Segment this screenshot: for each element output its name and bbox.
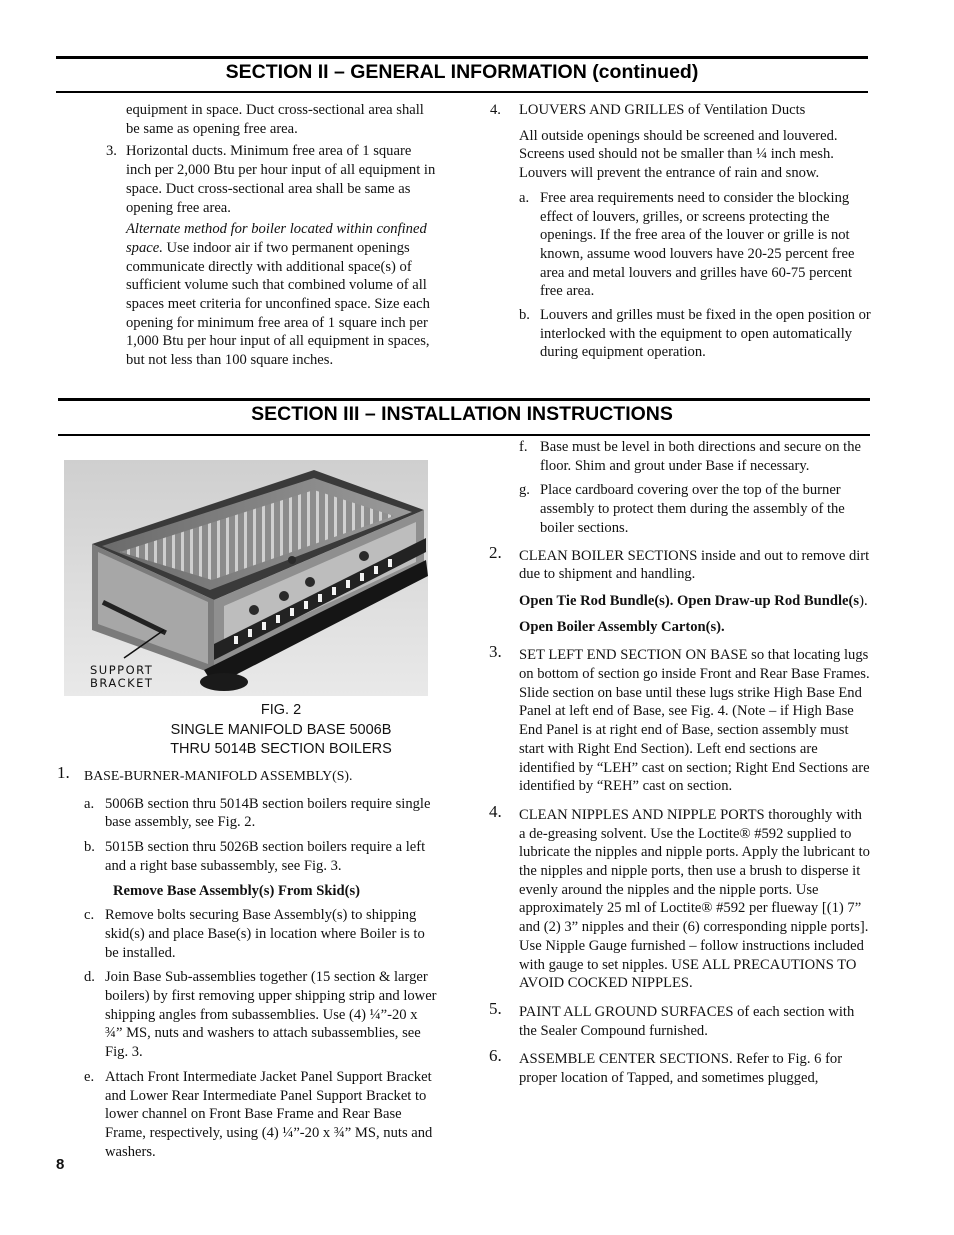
item-assemble-center-sections: [489, 1046, 871, 1087]
louvers-grilles-text: All outside openings should be screened and louvered. Screens used should not be smaller than ¼ inch mesh. Louvers will prevent the entrance of rain and snow.: [519, 127, 838, 182]
fig2-caption: [64, 701, 498, 760]
remove-base-heading: Remove Base Assembly(s) From Skid(s): [113, 882, 361, 899]
subitem-letter: c.: [84, 907, 95, 924]
subitem-a-text: Free area requirements need to consider the blocking effect of louvers, grilles, or screens protecting the openings. If the free area of the louver or grille is not known, assume wood louvers have 20-25 percent free area and metal louvers and grilles have 60-75 percent free area.: [540, 189, 855, 300]
item-paint-ground-surfaces: [489, 998, 871, 1040]
fig2-caption-line1: FIG. 2: [260, 702, 302, 718]
alternate-method-text: Use indoor air if two permanent openings communicate directly with additional space(s) of sufficient volume such that combined volume of all spaces meet criteria for unconfined space. Size each opening for minimum free area of 1 square inch per 1,000 Btu per hour input of all equipment in spaces, but not less than 100 square inches.: [126, 239, 430, 369]
subitem-b-text: Louvers and grilles must be fixed in the open position or interlocked with the equipment to open automatically during equipment operation.: [540, 307, 871, 361]
subitem-g-text: Place cardboard covering over the top of the burner assembly to protect them during the assembly of the boiler sections.: [540, 482, 845, 536]
subitem-e-text: Attach Front Intermediate Jacket Panel Support Bracket and Lower Rear Intermediate Panel Support Bracket to lower channel on Front Base Frame and Rear Base Frame, respectively, using (4) ¼”-20 x ¾” MS, nuts and washers.: [105, 1068, 433, 1160]
section2-left-column: [106, 101, 438, 370]
subitem-letter: d.: [84, 969, 95, 986]
subitem-a: [84, 795, 438, 832]
section2-bottom-rule: [56, 91, 868, 93]
subitem-letter: e.: [84, 1068, 95, 1085]
open-tie-rod-end: ).: [859, 592, 868, 609]
section3-bottom-rule: [58, 434, 870, 436]
open-tie-rod-bold: Open Tie Rod Bundle(s). Open Draw-up Rod Bundle(s: [519, 592, 860, 609]
subitem-letter: b.: [519, 307, 530, 324]
clean-nipples-text: CLEAN NIPPLES AND NIPPLE PORTS thoroughly with a de-greasing solvent. Use the Loctite® #592 supplied to lubricate the nipples and nipple ports. Apply the lubricant to the nipples and nipple ports, then use a brush to disperse it evenly around the nipples and the nipple ports. Use approximately 25 ml of Loctite® #592 per flueway [(1) 7” and (2) 3” nipples and their (6) corresponding nipple ports]. Use Nipple Gauge furnished – follow instructions included with gauge to set nipples. USE ALL PRECAUTIONS TO AVOID COCKED NIPPLES.: [519, 806, 870, 992]
section3-left-column: [57, 763, 438, 1161]
subitem-b: [519, 306, 871, 362]
item-number: 1.: [57, 763, 70, 782]
subitem-e: [84, 1068, 438, 1162]
subitem-letter: a.: [84, 795, 95, 812]
item-louvers-grilles: [490, 101, 871, 120]
alternate-method-paragraph: [126, 220, 438, 370]
subitem-letter: b.: [84, 839, 95, 856]
item-number: 2.: [489, 542, 502, 562]
open-tie-rod-paragraph: [519, 592, 871, 611]
section3-top-rule: [58, 398, 870, 401]
section2-title: SECTION II – GENERAL INFORMATION (continued): [225, 61, 699, 83]
clean-boiler-sections-text: CLEAN BOILER SECTIONS inside and out to remove dirt due to shipment and handling.: [519, 547, 870, 583]
item-clean-boiler-sections: [489, 542, 871, 584]
fig2-caption-line3: THRU 5014B SECTION BOILERS: [170, 741, 392, 757]
subitem-letter: a.: [519, 189, 530, 206]
item-set-left-end-section: [489, 642, 871, 796]
subitem-d: [84, 968, 438, 1062]
section2-right-column: [490, 101, 871, 362]
subitem-f: [519, 438, 871, 475]
subitem-b: [84, 838, 438, 875]
subitem-b-text: 5015B section thru 5026B section boilers require a left and a right base subassembly, see Fig. 3.: [105, 839, 426, 874]
fig2-base-assembly-photo: [64, 460, 428, 696]
subitem-c: [84, 906, 438, 962]
support-label: SUPPORT: [90, 663, 154, 677]
item-number: 5.: [489, 998, 502, 1018]
subitem-a: [519, 189, 871, 301]
alternate-method-heading: Alternate method for boiler located within confined space.: [126, 221, 427, 256]
item-base-burner-manifold: [57, 763, 438, 786]
base-burner-manifold-title: BASE-BURNER-MANIFOLD ASSEMBLY(S).: [84, 768, 353, 783]
bracket-label: BRACKET: [90, 676, 154, 690]
fig2-caption-line2: SINGLE MANIFOLD BASE 5006B: [170, 721, 392, 738]
subitem-letter: g.: [519, 482, 530, 499]
section2-top-rule: [56, 56, 868, 59]
page-number: 8: [56, 1156, 65, 1173]
set-left-end-section-text: SET LEFT END SECTION ON BASE so that locating lugs on bottom of section go inside Front and Rear Base Frames. Slide section on base until these lugs strike High Base End Panel at left end of Base, see Fig. 4. (Note – if High Base End Panel is at right end of Base, section assembly must start with Right End Section). Left end sections are identified by “LEH” cast on section; Right End Sections are identified by “REH” cast on section.: [519, 647, 870, 795]
item-number: 3.: [489, 642, 502, 662]
subitem-g: [519, 481, 871, 537]
item-horizontal-ducts: [106, 142, 438, 217]
subitem-f-text: Base must be level in both directions and secure on the floor. Shim and grout under Base if necessary.: [540, 439, 861, 474]
section3-title: SECTION III – INSTALLATION INSTRUCTIONS: [251, 403, 673, 425]
subitem-letter: f.: [519, 439, 528, 455]
horizontal-ducts-text: Horizontal ducts. Minimum free area of 1 square inch per 2,000 Btu per hour input of all equipment in space. Duct cross-sectional area shall be same as opening free area.: [126, 143, 436, 216]
section3-right-column: [489, 438, 871, 1088]
subitem-a-text: 5006B section thru 5014B section boilers require single base assembly, see Fig. 2.: [105, 795, 431, 831]
louvers-grilles-title: LOUVERS AND GRILLES of Ventilation Ducts: [519, 102, 806, 118]
subitem-d-text: Join Base Sub-assemblies together (15 section & larger boilers) by first removing upper shipping strip and lower shipping angles from subassemblies. Use (4) ¼”-20 x ¾” MS, nuts and washers to attach subassemblies, see Fig. 3.: [105, 969, 437, 1061]
subitem-c-text: Remove bolts securing Base Assembly(s) to shipping skid(s) and place Base(s) in location where Boiler is to be installed.: [105, 907, 425, 961]
item-clean-nipples: [489, 801, 871, 993]
item-number: 3.: [106, 143, 117, 160]
item-number: 4.: [490, 102, 501, 118]
item-number: 6.: [489, 1046, 502, 1066]
duct-continuation-text: equipment in space. Duct cross-sectional area shall be same as opening free area.: [126, 102, 424, 137]
item-number: 4.: [489, 801, 502, 821]
assemble-center-sections-text: ASSEMBLE CENTER SECTIONS. Refer to Fig. 6 for proper location of Tapped, and sometimes plugged,: [519, 1051, 843, 1087]
paint-ground-surfaces-text: PAINT ALL GROUND SURFACES of each section with the Sealer Compound furnished.: [519, 1003, 855, 1039]
open-carton-text: Open Boiler Assembly Carton(s).: [519, 618, 725, 635]
